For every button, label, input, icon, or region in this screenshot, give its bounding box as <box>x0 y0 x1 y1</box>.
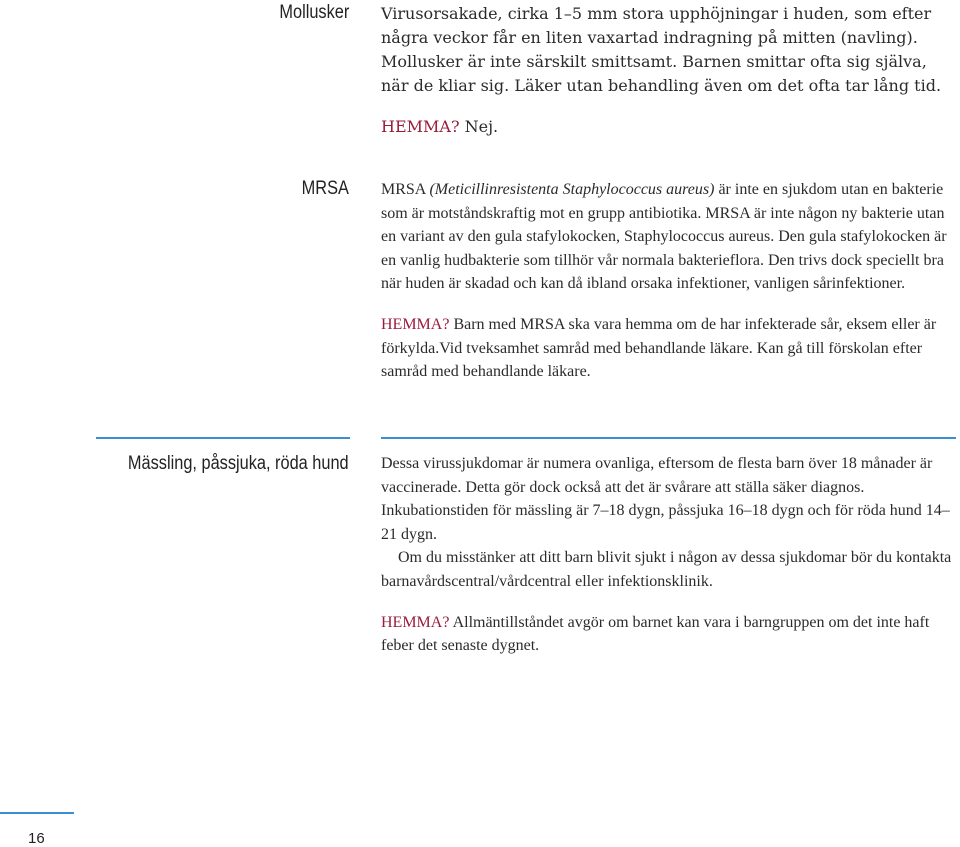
hemma-answer: Nej. <box>464 117 499 136</box>
section-text-massling <box>381 452 956 658</box>
footer-rule <box>0 812 74 814</box>
section-heading-mollusker: Mollusker <box>279 2 349 23</box>
hemma-label: HEMMA? <box>381 315 450 333</box>
massling-hemma <box>381 611 956 658</box>
mrsa-body-lead: MRSA <box>381 181 426 198</box>
section-text-mrsa <box>381 178 956 384</box>
mrsa-body <box>381 178 956 296</box>
section-heading-mrsa: MRSA <box>301 178 349 199</box>
mollusker-hemma <box>381 115 951 139</box>
massling-body-1: Dessa virussjukdomar är numera ovanliga, eftersom de flesta barn över 18 månader är vaccinerade. Detta gör dock också att det är svårare att ställa säker diagnos. Inkubationstiden för mässling är 7–18 dygn, påssjuka 16–18 dygn och för röda hund 14–21 dygn. <box>381 455 950 543</box>
section-divider-left <box>96 437 350 439</box>
mollusker-body: Virusorsakade, cirka 1–5 mm stora upphöjningar i huden, som efter några veckor får en liten vaxartad indragning på mitten (navling). Mollusker är inte särskilt smittsamt. Barnen smittar ofta sig själva, när de kliar sig. Läker utan behandling även om det ofta tar lång tid. <box>381 4 942 95</box>
mrsa-hemma <box>381 313 956 384</box>
hemma-label: HEMMA? <box>381 613 450 631</box>
page-number: 16 <box>28 830 45 847</box>
massling-body-2: Om du misstänker att ditt barn blivit sjukt i någon av dessa sjukdomar bör du kontakta barnavårdscentral/vårdcentral eller infektionsklinik. <box>381 549 952 590</box>
section-divider-right <box>381 437 956 439</box>
hemma-label: HEMMA? <box>381 117 460 136</box>
section-heading-massling: Mässling, påssjuka, röda hund <box>128 453 349 474</box>
section-text-mollusker <box>381 2 951 139</box>
hemma-answer: Allmäntillståndet avgör om barnet kan vara i barngruppen om det inte haft feber det senaste dygnet. <box>381 613 930 655</box>
mrsa-body-latin: (Meticillinresistenta Staphylococcus aureus) <box>429 181 715 198</box>
mrsa-body-rest: är inte en sjukdom utan en bakterie som är motståndskraftig mot en grupp antibiotika. MRSA är inte någon ny bakterie utan en variant av den gula stafylokocken, Staphylococcus aureus. Den gula stafylokocken är en vanlig hudbakterie som tillhör vår normala bakterieflora. Den trivs dock speciellt bra när huden är skadad och kan då ibland orsaka infektioner, vanligen sårinfektioner. <box>381 181 947 293</box>
hemma-answer: Barn med MRSA ska vara hemma om de har infekterade sår, eksem eller är förkylda.Vid tveksamhet samråd med behandlande läkare. Kan gå till förskolan efter samråd med behandlande läkare. <box>381 315 937 381</box>
